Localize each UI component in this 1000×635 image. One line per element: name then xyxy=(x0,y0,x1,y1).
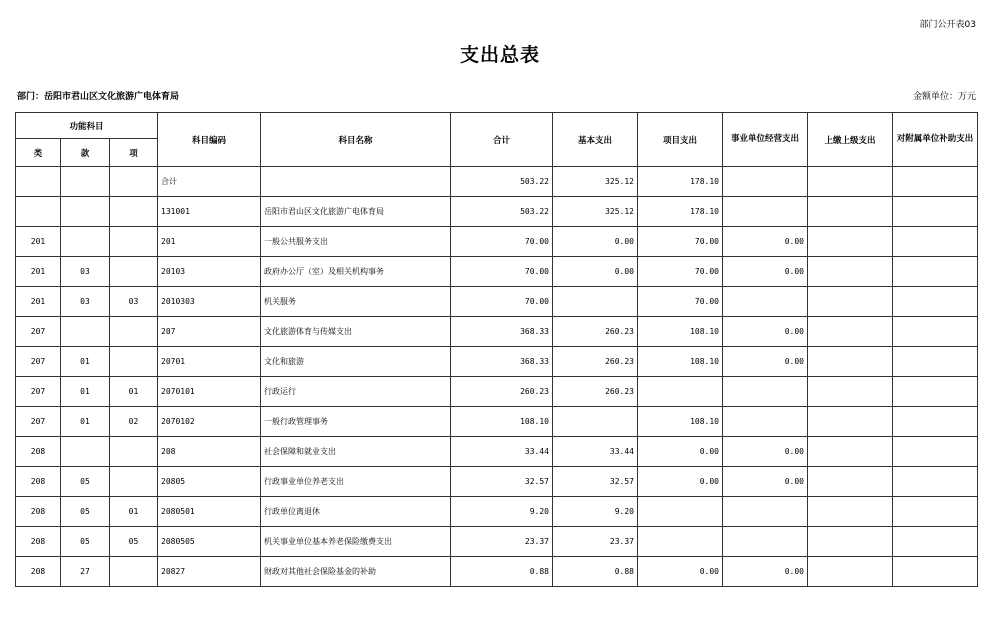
cell-upper xyxy=(808,257,893,287)
cell-name: 行政运行 xyxy=(261,377,451,407)
cell-name: 社会保障和就业支出 xyxy=(261,437,451,467)
cell-project: 0.00 xyxy=(638,467,723,497)
cell-basic xyxy=(553,407,638,437)
table-row xyxy=(16,257,978,287)
cell-project: 70.00 xyxy=(638,227,723,257)
cell-project: 108.10 xyxy=(638,407,723,437)
cell-upper xyxy=(808,227,893,257)
table-row xyxy=(16,197,978,227)
cell-business: 0.00 xyxy=(723,347,808,377)
cell-name: 财政对其他社会保险基金的补助 xyxy=(261,557,451,587)
cell-kuan xyxy=(61,437,110,467)
cell-lei: 208 xyxy=(16,527,61,557)
cell-total: 9.20 xyxy=(451,497,553,527)
cell-upper xyxy=(808,557,893,587)
cell-subsidy xyxy=(893,467,978,497)
cell-total: 0.88 xyxy=(451,557,553,587)
cell-project: 108.10 xyxy=(638,347,723,377)
form-tag: 部门公开表03 xyxy=(919,20,976,30)
cell-code: 20805 xyxy=(158,467,261,497)
cell-business xyxy=(723,197,808,227)
page-title: 支出总表 xyxy=(459,44,540,66)
cell-total: 260.23 xyxy=(451,377,553,407)
cell-subsidy xyxy=(893,377,978,407)
cell-project: 178.10 xyxy=(638,167,723,197)
cell-name: 政府办公厅（室）及相关机构事务 xyxy=(261,257,451,287)
cell-code: 2070101 xyxy=(158,377,261,407)
cell-basic: 33.44 xyxy=(553,437,638,467)
cell-code: 20827 xyxy=(158,557,261,587)
header-basic: 基本支出 xyxy=(553,113,638,167)
table-row xyxy=(16,167,978,197)
cell-xiang xyxy=(110,317,158,347)
cell-upper xyxy=(808,497,893,527)
cell-xiang: 03 xyxy=(110,287,158,317)
cell-business: 0.00 xyxy=(723,227,808,257)
cell-upper xyxy=(808,197,893,227)
table-row xyxy=(16,467,978,497)
cell-xiang xyxy=(110,197,158,227)
unit-label: 金额单位：万元 xyxy=(912,92,976,102)
cell-basic: 260.23 xyxy=(553,377,638,407)
table-body xyxy=(16,167,978,587)
cell-kuan: 05 xyxy=(61,527,110,557)
cell-subsidy xyxy=(893,287,978,317)
cell-project xyxy=(638,497,723,527)
cell-xiang xyxy=(110,557,158,587)
cell-kuan xyxy=(61,167,110,197)
cell-xiang: 01 xyxy=(110,497,158,527)
cell-name xyxy=(261,167,451,197)
cell-lei: 208 xyxy=(16,557,61,587)
cell-code: 2080501 xyxy=(158,497,261,527)
cell-upper xyxy=(808,437,893,467)
header-business: 事业单位经营支出 xyxy=(723,113,808,167)
table-row xyxy=(16,347,978,377)
cell-business: 0.00 xyxy=(723,437,808,467)
cell-basic xyxy=(553,287,638,317)
cell-total: 368.33 xyxy=(451,347,553,377)
cell-lei xyxy=(16,197,61,227)
cell-basic: 260.23 xyxy=(553,347,638,377)
cell-xiang: 05 xyxy=(110,527,158,557)
cell-basic: 0.88 xyxy=(553,557,638,587)
cell-xiang: 01 xyxy=(110,377,158,407)
cell-basic: 0.00 xyxy=(553,227,638,257)
cell-upper xyxy=(808,167,893,197)
cell-name: 一般行政管理事务 xyxy=(261,407,451,437)
cell-upper xyxy=(808,287,893,317)
cell-name: 文化旅游体育与传媒支出 xyxy=(261,317,451,347)
cell-total: 70.00 xyxy=(451,257,553,287)
cell-total: 368.33 xyxy=(451,317,553,347)
cell-xiang xyxy=(110,227,158,257)
cell-basic: 9.20 xyxy=(553,497,638,527)
cell-kuan: 01 xyxy=(61,377,110,407)
cell-subsidy xyxy=(893,167,978,197)
cell-business: 0.00 xyxy=(723,257,808,287)
cell-subsidy xyxy=(893,257,978,287)
cell-code: 合计 xyxy=(158,167,261,197)
cell-total: 503.22 xyxy=(451,197,553,227)
table-row xyxy=(16,227,978,257)
cell-upper xyxy=(808,467,893,497)
cell-xiang xyxy=(110,257,158,287)
cell-subsidy xyxy=(893,317,978,347)
cell-total: 70.00 xyxy=(451,227,553,257)
cell-project: 178.10 xyxy=(638,197,723,227)
cell-kuan xyxy=(61,197,110,227)
cell-kuan: 01 xyxy=(61,347,110,377)
cell-kuan xyxy=(61,227,110,257)
cell-code: 207 xyxy=(158,317,261,347)
cell-xiang: 02 xyxy=(110,407,158,437)
cell-code: 131001 xyxy=(158,197,261,227)
cell-code: 2080505 xyxy=(158,527,261,557)
cell-project: 70.00 xyxy=(638,257,723,287)
cell-business: 0.00 xyxy=(723,467,808,497)
cell-subsidy xyxy=(893,437,978,467)
cell-lei: 207 xyxy=(16,377,61,407)
cell-subsidy xyxy=(893,557,978,587)
cell-total: 108.10 xyxy=(451,407,553,437)
cell-subsidy xyxy=(893,407,978,437)
cell-lei: 201 xyxy=(16,227,61,257)
cell-upper xyxy=(808,377,893,407)
cell-project: 0.00 xyxy=(638,437,723,467)
cell-business xyxy=(723,287,808,317)
table-row xyxy=(16,527,978,557)
cell-xiang xyxy=(110,467,158,497)
cell-total: 503.22 xyxy=(451,167,553,197)
cell-lei: 208 xyxy=(16,467,61,497)
cell-basic: 23.37 xyxy=(553,527,638,557)
cell-name: 机关服务 xyxy=(261,287,451,317)
cell-upper xyxy=(808,347,893,377)
table-row xyxy=(16,377,978,407)
cell-kuan xyxy=(61,317,110,347)
table-row xyxy=(16,437,978,467)
table-row xyxy=(16,407,978,437)
cell-code: 20103 xyxy=(158,257,261,287)
cell-upper xyxy=(808,407,893,437)
cell-name: 文化和旅游 xyxy=(261,347,451,377)
header-xiang: 项 xyxy=(110,139,158,167)
cell-subsidy xyxy=(893,197,978,227)
cell-lei: 201 xyxy=(16,257,61,287)
cell-lei: 208 xyxy=(16,497,61,527)
header-code: 科目编码 xyxy=(158,113,261,167)
cell-name: 行政单位离退休 xyxy=(261,497,451,527)
cell-basic: 260.23 xyxy=(553,317,638,347)
cell-total: 33.44 xyxy=(451,437,553,467)
table-row xyxy=(16,497,978,527)
header-name: 科目名称 xyxy=(261,113,451,167)
cell-code: 2070102 xyxy=(158,407,261,437)
cell-subsidy xyxy=(893,347,978,377)
cell-kuan: 03 xyxy=(61,287,110,317)
cell-lei: 208 xyxy=(16,437,61,467)
cell-xiang xyxy=(110,347,158,377)
cell-business xyxy=(723,377,808,407)
cell-code: 208 xyxy=(158,437,261,467)
cell-lei: 207 xyxy=(16,407,61,437)
table-row xyxy=(16,287,978,317)
header-project: 项目支出 xyxy=(638,113,723,167)
header-func-subject: 功能科目 xyxy=(16,113,158,139)
cell-xiang xyxy=(110,437,158,467)
header-upper: 上缴上级支出 xyxy=(808,113,893,167)
cell-basic: 325.12 xyxy=(553,167,638,197)
cell-kuan: 27 xyxy=(61,557,110,587)
cell-upper xyxy=(808,527,893,557)
cell-total: 32.57 xyxy=(451,467,553,497)
cell-lei: 207 xyxy=(16,317,61,347)
cell-code: 20701 xyxy=(158,347,261,377)
cell-business xyxy=(723,167,808,197)
cell-kuan: 01 xyxy=(61,407,110,437)
cell-name: 一般公共服务支出 xyxy=(261,227,451,257)
cell-business: 0.00 xyxy=(723,557,808,587)
cell-project xyxy=(638,377,723,407)
cell-project: 108.10 xyxy=(638,317,723,347)
cell-project xyxy=(638,527,723,557)
cell-upper xyxy=(808,317,893,347)
cell-subsidy xyxy=(893,227,978,257)
expense-table xyxy=(15,112,978,587)
cell-lei: 207 xyxy=(16,347,61,377)
cell-code: 2010303 xyxy=(158,287,261,317)
cell-basic: 0.00 xyxy=(553,257,638,287)
cell-lei xyxy=(16,167,61,197)
cell-total: 70.00 xyxy=(451,287,553,317)
department-label: 部门：岳阳市君山区文化旅游广电体育局 xyxy=(17,92,180,102)
cell-total: 23.37 xyxy=(451,527,553,557)
header-subsidy: 对附属单位补助支出 xyxy=(893,113,978,167)
cell-kuan: 03 xyxy=(61,257,110,287)
cell-basic: 32.57 xyxy=(553,467,638,497)
cell-business: 0.00 xyxy=(723,317,808,347)
cell-lei: 201 xyxy=(16,287,61,317)
header-total: 合计 xyxy=(451,113,553,167)
cell-kuan: 05 xyxy=(61,467,110,497)
header-lei: 类 xyxy=(16,139,61,167)
cell-subsidy xyxy=(893,497,978,527)
cell-kuan: 05 xyxy=(61,497,110,527)
cell-basic: 325.12 xyxy=(553,197,638,227)
table-row xyxy=(16,317,978,347)
table-row xyxy=(16,557,978,587)
cell-code: 201 xyxy=(158,227,261,257)
cell-name: 岳阳市君山区文化旅游广电体育局 xyxy=(261,197,451,227)
cell-subsidy xyxy=(893,527,978,557)
cell-name: 行政事业单位养老支出 xyxy=(261,467,451,497)
cell-business xyxy=(723,407,808,437)
table-header xyxy=(16,113,978,167)
cell-business xyxy=(723,527,808,557)
header-kuan: 款 xyxy=(61,139,110,167)
cell-project: 0.00 xyxy=(638,557,723,587)
cell-xiang xyxy=(110,167,158,197)
cell-business xyxy=(723,497,808,527)
cell-project: 70.00 xyxy=(638,287,723,317)
cell-name: 机关事业单位基本养老保险缴费支出 xyxy=(261,527,451,557)
